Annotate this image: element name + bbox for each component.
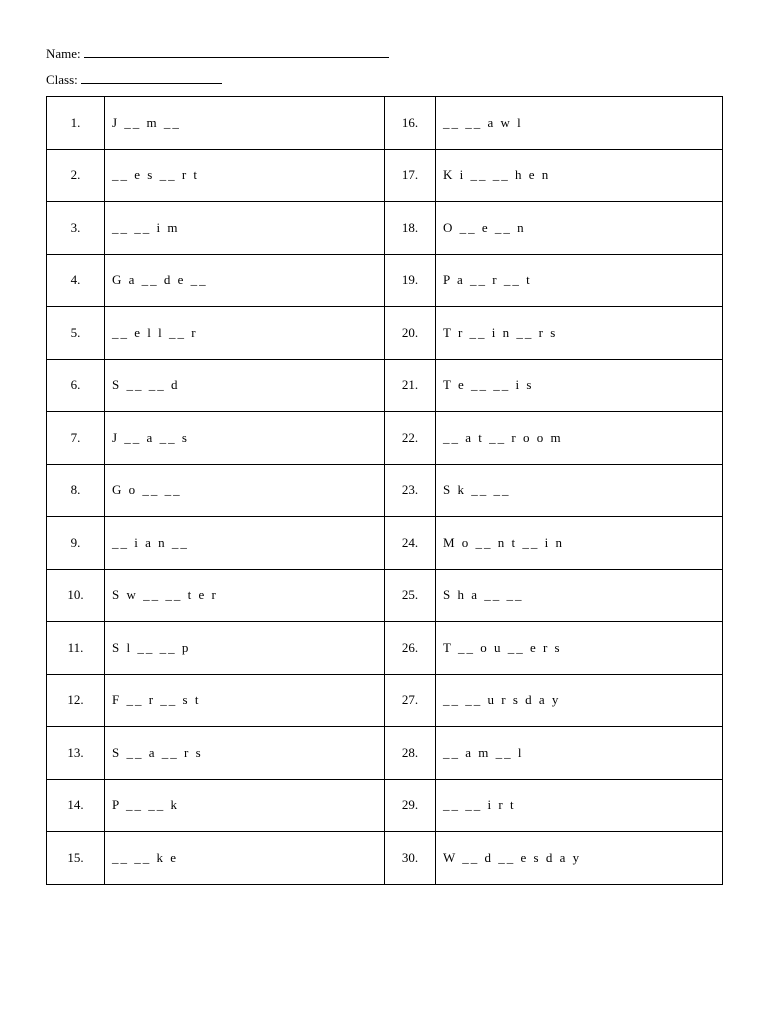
table-row <box>47 412 723 465</box>
left-item-number: 2. <box>47 149 105 202</box>
class-blank[interactable] <box>81 70 222 84</box>
left-item-number: 6. <box>47 359 105 412</box>
left-item-number: 15. <box>47 832 105 885</box>
right-item-number: 22. <box>385 412 436 465</box>
left-item-word: __ __ i m <box>105 202 385 255</box>
table-body <box>47 97 723 885</box>
table-row <box>47 674 723 727</box>
right-item-number: 16. <box>385 97 436 150</box>
left-item-word: P __ __ k <box>105 779 385 832</box>
table-row <box>47 307 723 360</box>
table-row <box>47 254 723 307</box>
table-row <box>47 779 723 832</box>
left-item-word: __ e l l __ r <box>105 307 385 360</box>
class-field <box>46 70 222 88</box>
right-item-word: __ __ i r t <box>436 779 723 832</box>
left-item-word: J __ m __ <box>105 97 385 150</box>
right-item-number: 19. <box>385 254 436 307</box>
right-item-number: 27. <box>385 674 436 727</box>
right-item-word: T __ o u __ e r s <box>436 622 723 675</box>
table-row <box>47 622 723 675</box>
table-row <box>47 202 723 255</box>
right-item-word: W __ d __ e s d a y <box>436 832 723 885</box>
right-item-word: __ __ u r s d a y <box>436 674 723 727</box>
right-item-number: 21. <box>385 359 436 412</box>
left-item-word: S __ a __ r s <box>105 727 385 780</box>
right-item-word: T e __ __ i s <box>436 359 723 412</box>
table-row <box>47 464 723 517</box>
left-item-word: __ __ k e <box>105 832 385 885</box>
right-item-number: 18. <box>385 202 436 255</box>
spelling-table <box>46 96 723 885</box>
left-item-number: 11. <box>47 622 105 675</box>
table-row <box>47 149 723 202</box>
left-item-number: 12. <box>47 674 105 727</box>
left-item-number: 1. <box>47 97 105 150</box>
right-item-word: K i __ __ h e n <box>436 149 723 202</box>
left-item-word: S __ __ d <box>105 359 385 412</box>
right-item-word: M o __ n t __ i n <box>436 517 723 570</box>
table-row <box>47 359 723 412</box>
right-item-number: 24. <box>385 517 436 570</box>
table-row <box>47 97 723 150</box>
right-item-number: 26. <box>385 622 436 675</box>
right-item-number: 30. <box>385 832 436 885</box>
table-row <box>47 832 723 885</box>
right-item-word: __ __ a w l <box>436 97 723 150</box>
name-field <box>46 44 389 62</box>
table-row <box>47 727 723 780</box>
right-item-word: S h a __ __ <box>436 569 723 622</box>
left-item-number: 13. <box>47 727 105 780</box>
left-item-word: G a __ d e __ <box>105 254 385 307</box>
left-item-number: 8. <box>47 464 105 517</box>
left-item-word: __ i a n __ <box>105 517 385 570</box>
table-row <box>47 569 723 622</box>
name-blank[interactable] <box>84 44 389 58</box>
right-item-word: O __ e __ n <box>436 202 723 255</box>
class-label: Class: <box>46 72 78 87</box>
right-item-word: S k __ __ <box>436 464 723 517</box>
right-item-number: 25. <box>385 569 436 622</box>
left-item-number: 4. <box>47 254 105 307</box>
left-item-word: S l __ __ p <box>105 622 385 675</box>
left-item-number: 7. <box>47 412 105 465</box>
right-item-number: 17. <box>385 149 436 202</box>
right-item-number: 20. <box>385 307 436 360</box>
right-item-number: 29. <box>385 779 436 832</box>
right-item-number: 28. <box>385 727 436 780</box>
left-item-number: 9. <box>47 517 105 570</box>
left-item-word: __ e s __ r t <box>105 149 385 202</box>
right-item-word: __ a t __ r o o m <box>436 412 723 465</box>
right-item-word: P a __ r __ t <box>436 254 723 307</box>
left-item-number: 14. <box>47 779 105 832</box>
name-label: Name: <box>46 46 81 61</box>
left-item-word: S w __ __ t e r <box>105 569 385 622</box>
left-item-word: G o __ __ <box>105 464 385 517</box>
left-item-number: 3. <box>47 202 105 255</box>
left-item-number: 10. <box>47 569 105 622</box>
right-item-word: T r __ i n __ r s <box>436 307 723 360</box>
left-item-number: 5. <box>47 307 105 360</box>
left-item-word: J __ a __ s <box>105 412 385 465</box>
right-item-number: 23. <box>385 464 436 517</box>
right-item-word: __ a m __ l <box>436 727 723 780</box>
table-row <box>47 517 723 570</box>
left-item-word: F __ r __ s t <box>105 674 385 727</box>
